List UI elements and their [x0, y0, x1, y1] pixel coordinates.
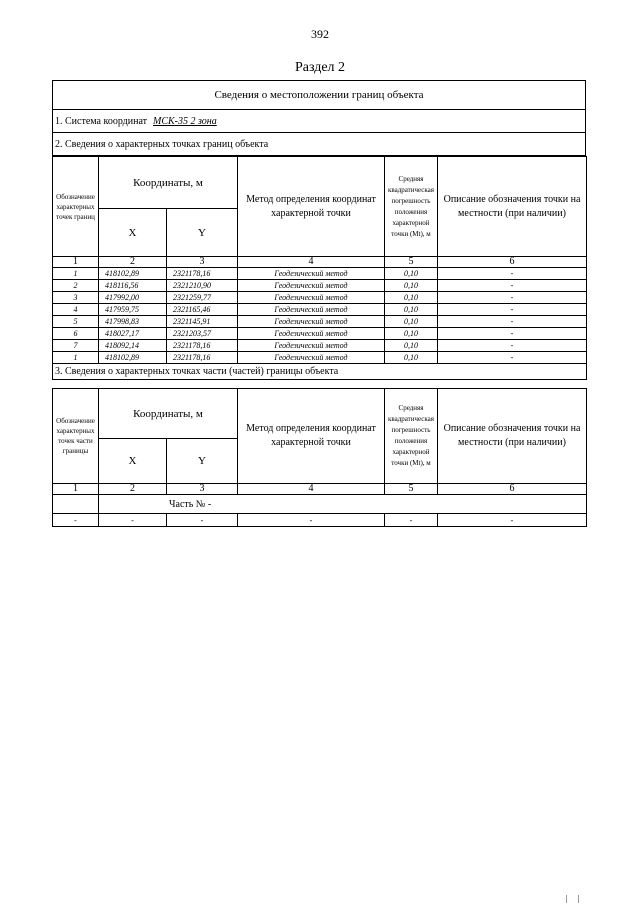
- point-accuracy: 0,10: [385, 268, 438, 280]
- point-number: 2: [53, 280, 99, 292]
- header-coords: Координаты, м: [99, 157, 238, 209]
- dash-cell: -: [438, 514, 587, 527]
- point-y: 2321210,90: [167, 280, 238, 292]
- point-method: Геодезический метод: [238, 328, 385, 340]
- point-method: Геодезический метод: [238, 352, 385, 364]
- column-number-row: [53, 257, 587, 268]
- point-method: Геодезический метод: [238, 304, 385, 316]
- point-accuracy: 0,10: [385, 340, 438, 352]
- dash-cell: -: [53, 514, 99, 527]
- header-point-label-part: Обозначение характерных точек части границы: [53, 389, 99, 484]
- point-y: 2321203,57: [167, 328, 238, 340]
- point-description: -: [438, 280, 587, 292]
- point-description: -: [438, 328, 587, 340]
- point-x: 417998,83: [99, 316, 167, 328]
- table-title: Сведения о местоположении границ объекта: [53, 81, 586, 110]
- point-method: Геодезический метод: [238, 316, 385, 328]
- point-description: -: [438, 268, 587, 280]
- point-accuracy: 0,10: [385, 292, 438, 304]
- point-y: 2321145,91: [167, 316, 238, 328]
- table-row: [53, 304, 587, 316]
- point-method: Геодезический метод: [238, 292, 385, 304]
- coord-system-row: [53, 110, 586, 133]
- point-method: Геодезический метод: [238, 340, 385, 352]
- header-y: Y: [167, 439, 238, 484]
- coord-system-label: 1. Система координат: [55, 115, 148, 127]
- header-y: Y: [167, 209, 238, 257]
- point-number: 3: [53, 292, 99, 304]
- page-number: 392: [311, 27, 329, 41]
- point-x: 418102,89: [99, 352, 167, 364]
- dash-cell: -: [238, 514, 385, 527]
- table-row: [53, 514, 587, 527]
- point-accuracy: 0,10: [385, 328, 438, 340]
- point-y: 2321259,77: [167, 292, 238, 304]
- point-number: 1: [53, 268, 99, 280]
- col-number: 3: [167, 257, 238, 268]
- point-number: 4: [53, 304, 99, 316]
- header-method: Метод определения координат характерной точки: [238, 389, 385, 484]
- table-row: [53, 292, 587, 304]
- dash-cell: -: [167, 514, 238, 527]
- point-description: -: [438, 352, 587, 364]
- point-description: -: [438, 304, 587, 316]
- col-number: 3: [167, 484, 238, 495]
- part-label: Часть № -: [99, 495, 587, 514]
- header-x: X: [99, 209, 167, 257]
- point-description: -: [438, 316, 587, 328]
- table-row: [53, 268, 587, 280]
- point-number: 7: [53, 340, 99, 352]
- header-description: Описание обозначения точки на местности (при наличии): [438, 157, 587, 257]
- header-coords: Координаты, м: [99, 389, 238, 439]
- col-number: 2: [99, 257, 167, 268]
- point-accuracy: 0,10: [385, 280, 438, 292]
- point-number: 1: [53, 352, 99, 364]
- table-row: [53, 328, 587, 340]
- header-x: X: [99, 439, 167, 484]
- column-number-row: [53, 484, 587, 495]
- table-row: [53, 280, 587, 292]
- part-spacer: [53, 495, 99, 514]
- col-number: 4: [238, 484, 385, 495]
- point-y: 2321178,16: [167, 352, 238, 364]
- part-points-table: [52, 388, 587, 527]
- header-point-label: Обозначение характерных точек границ: [53, 157, 99, 257]
- col-number: 6: [438, 257, 587, 268]
- col-number: 5: [385, 484, 438, 495]
- point-x: 418027,17: [99, 328, 167, 340]
- col-number: 4: [238, 257, 385, 268]
- point-x: 417992,00: [99, 292, 167, 304]
- point-x: 418102,89: [99, 268, 167, 280]
- col-number: 5: [385, 257, 438, 268]
- header-method: Метод определения координат характерной точки: [238, 157, 385, 257]
- footer-mark: | |: [566, 894, 584, 903]
- section-title: Раздел 2: [294, 60, 346, 75]
- point-number: 5: [53, 316, 99, 328]
- point-method: Геодезический метод: [238, 280, 385, 292]
- point-x: 417959,75: [99, 304, 167, 316]
- point-accuracy: 0,10: [385, 316, 438, 328]
- section3-title: 3. Сведения о характерных точках части (частей) границы объекта: [53, 364, 587, 380]
- point-number: 6: [53, 328, 99, 340]
- col-number: 1: [53, 484, 99, 495]
- point-description: -: [438, 292, 587, 304]
- point-y: 2321178,16: [167, 340, 238, 352]
- part-row: [53, 495, 587, 514]
- point-y: 2321178,16: [167, 268, 238, 280]
- points-table: [52, 156, 587, 380]
- table-row: [53, 316, 587, 328]
- header-description: Описание обозначения точки на местности (при наличии): [438, 389, 587, 484]
- point-x: 418116,56: [99, 280, 167, 292]
- header-accuracy: Средняя квадратическая погрешность положения характерной точки (Mt), м: [385, 389, 438, 484]
- table-row: [53, 340, 587, 352]
- section2-title: 2. Сведения о характерных точках границ объекта: [53, 133, 586, 156]
- point-x: 418092,14: [99, 340, 167, 352]
- point-description: -: [438, 340, 587, 352]
- col-number: 2: [99, 484, 167, 495]
- point-accuracy: 0,10: [385, 352, 438, 364]
- header-accuracy: Средняя квадратическая погрешность положения характерной точки (Mt), м: [385, 157, 438, 257]
- col-number: 1: [53, 257, 99, 268]
- point-y: 2321165,46: [167, 304, 238, 316]
- table-row: [53, 352, 587, 364]
- dash-cell: -: [385, 514, 438, 527]
- point-accuracy: 0,10: [385, 304, 438, 316]
- point-method: Геодезический метод: [238, 268, 385, 280]
- col-number: 6: [438, 484, 587, 495]
- header-table: [52, 80, 586, 156]
- dash-cell: -: [99, 514, 167, 527]
- coord-system-value: МСК-35 2 зона: [153, 115, 217, 127]
